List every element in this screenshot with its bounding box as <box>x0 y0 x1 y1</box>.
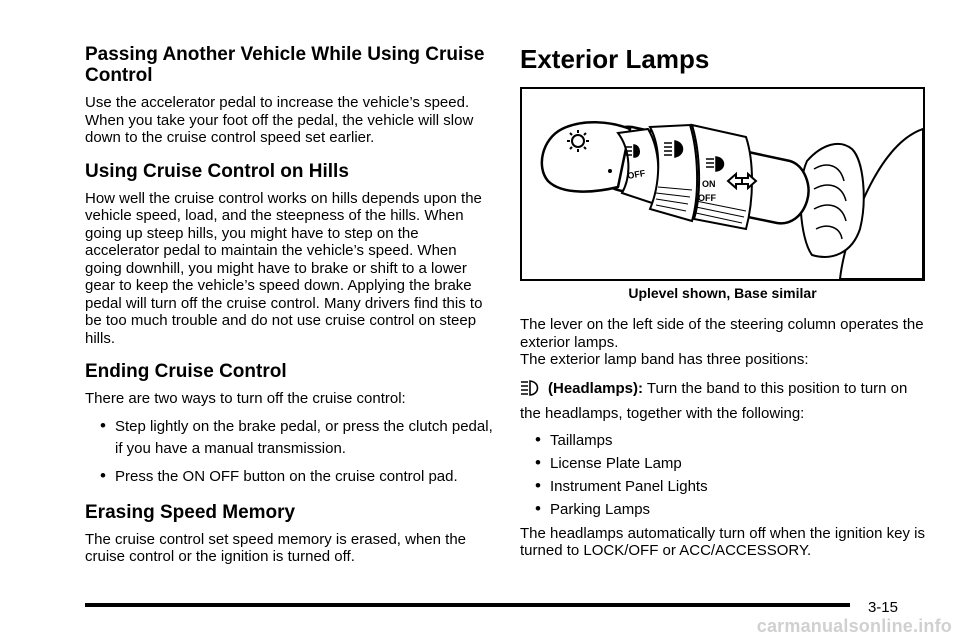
ending-intro: There are two ways to turn off the cruise control: <box>85 390 406 407</box>
headlamps-text: Turn the band to this position to turn on the headlamps, together with the following: <box>520 379 908 422</box>
heading-passing: Passing Another Vehicle While Using Cruise Control <box>85 44 485 86</box>
headlamps-label: (Headlamps): <box>548 379 644 397</box>
lever-boot <box>801 144 864 257</box>
section-ending <box>85 361 495 488</box>
band-positions-intro: The exterior lamp band has three positions: <box>520 351 809 368</box>
passing-text: Use the accelerator pedal to increase the vehicle’s speed. When you take your foot off the pedal, the vehicle will slow down to the cruise control speed set earlier. <box>85 94 474 146</box>
heading-erasing: Erasing Speed Memory <box>85 501 296 523</box>
section-hills <box>85 161 495 348</box>
list-item: • Taillamps <box>520 429 925 452</box>
list-item: • Step lightly on the brake pedal, or press the clutch pedal, if you have a manual transmission. <box>85 416 495 460</box>
on-label: ON <box>702 179 716 189</box>
indicator-dot <box>608 169 612 173</box>
erasing-text: The cruise control set speed memory is erased, when the cruise control or the ignition is turned off. <box>85 530 467 565</box>
figure-caption: Uplevel shown, Base similar <box>628 285 817 301</box>
list-item: • Press the ON OFF button on the cruise control pad. <box>85 466 495 488</box>
lamp-band-2 <box>650 125 697 221</box>
right-column <box>520 44 925 560</box>
section-passing <box>85 44 495 147</box>
lever-description: The lever on the left side of the steering column operates the exterior lamps. <box>520 316 924 351</box>
heading-ending: Ending Cruise Control <box>85 361 287 382</box>
hills-text: How well the cruise control works on hills depends upon the vehicle speed, load, and the steepness of the hills. When going up steep hills, you might have to step on the accelerator pedal to maintain the vehicle’s speed. When going downhill, you might have to brake or shift to a lower gear to keep the vehicle’s speed down. Applying the brake pedal will turn off the cruise control. Many drivers find this to be too much trouble and do not use cruise control on steep hills. <box>85 189 483 347</box>
headlamp-items-list <box>520 429 925 521</box>
heading-hills: Using Cruise Control on Hills <box>85 160 349 182</box>
headlamps-paragraph <box>520 378 925 425</box>
auto-off-text: The headlamps automatically turn off when the ignition key is turned to LOCK/OFF or ACC/ACCESSORY. <box>520 524 925 559</box>
footer-rule <box>85 603 850 607</box>
right-body <box>520 316 925 560</box>
list-item: • License Plate Lamp <box>520 452 925 475</box>
left-column <box>85 44 495 566</box>
watermark: carmanualsonline.info <box>756 616 952 636</box>
off-label-2: OFF <box>698 193 716 203</box>
lamp-lever-figure <box>520 87 925 281</box>
page-title: Exterior Lamps <box>520 44 710 74</box>
list-item: • Instrument Panel Lights <box>520 475 925 498</box>
lamp-lever-illustration <box>522 89 923 279</box>
headlamp-icon <box>520 380 540 403</box>
off-label-1: OFF <box>626 167 647 181</box>
section-erasing <box>85 502 495 566</box>
page-number: 3-15 <box>867 599 898 616</box>
list-item: • Parking Lamps <box>520 498 925 521</box>
ending-bullet-list <box>85 416 495 488</box>
